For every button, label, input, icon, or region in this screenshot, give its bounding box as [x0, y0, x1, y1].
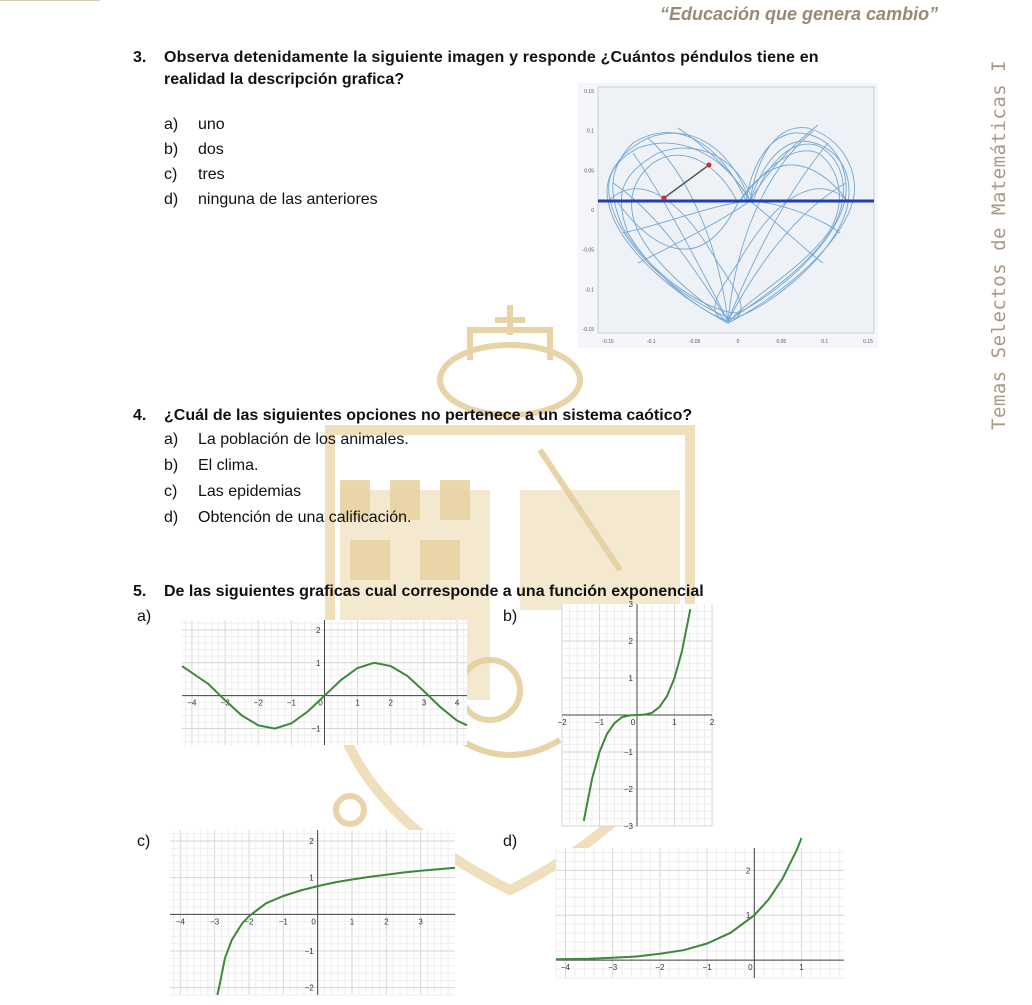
x-tick-label: 0.1	[821, 339, 829, 345]
option-text: tres	[198, 166, 225, 183]
x-tick-label: 3	[421, 698, 427, 708]
y-tick-label: 2	[309, 837, 314, 846]
x-tick-label: −2	[244, 917, 254, 927]
x-tick-label: −1	[286, 698, 296, 708]
y-tick-label: 3	[628, 600, 633, 609]
option-letter: a)	[164, 431, 179, 448]
q3-option-a[interactable]	[164, 115, 225, 135]
x-tick-label: -0.05	[688, 339, 701, 345]
x-tick-label: 1	[799, 963, 804, 973]
q3-question-line2: realidad la descripción grafica?	[164, 71, 405, 88]
option-letter: d)	[164, 191, 179, 208]
q4-number: 4.	[133, 407, 147, 424]
side-title-text: Temas Selectos de Matemáticas I	[988, 59, 1010, 430]
y-tick-label: 0.05	[584, 168, 594, 175]
y-tick-label: 0.15	[584, 89, 594, 95]
y-tick-label: 0	[591, 208, 594, 214]
x-tick-label: −3	[220, 698, 230, 708]
q4-option-a[interactable]	[164, 430, 409, 450]
option-letter: d)	[164, 509, 179, 526]
pendulum-bob	[707, 163, 712, 168]
option-letter: b)	[164, 457, 179, 474]
option-text: La población de los animales.	[198, 431, 409, 448]
graph-a-label[interactable]: a)	[137, 608, 152, 625]
option-letter: c)	[164, 483, 178, 500]
q4-question: ¿Cuál de las siguientes opciones no pertenece a un sistema caótico?	[164, 407, 693, 424]
x-tick-label: −2	[253, 698, 263, 708]
y-tick-label: 1	[628, 674, 633, 683]
q3-option-b[interactable]	[164, 140, 224, 160]
header-rule	[0, 0, 100, 1]
x-tick-label: 1	[349, 917, 355, 927]
graph-d-label[interactable]: d)	[503, 833, 518, 850]
y-tick-label: -0.05	[582, 247, 594, 254]
x-tick-label: 0	[748, 963, 753, 973]
grid	[170, 830, 455, 995]
q3-option-d[interactable]	[164, 190, 378, 210]
option-text: ninguna de las anteriores	[198, 191, 378, 208]
q3-option-c[interactable]	[164, 165, 225, 185]
graph-c-label[interactable]: c)	[137, 833, 151, 850]
x-tick-label: 0.05	[776, 339, 787, 345]
option-letter: b)	[164, 141, 179, 158]
y-tick-label: −3	[623, 822, 633, 831]
graph-b-label[interactable]: b)	[503, 608, 518, 625]
q4-option-c[interactable]	[164, 482, 301, 502]
option-text: Obtención de una calificación.	[198, 509, 412, 526]
x-tick-label: 2	[384, 917, 389, 927]
x-tick-label: −3	[608, 963, 618, 973]
y-tick-label: −2	[304, 983, 314, 993]
x-tick-label: 2	[388, 698, 394, 708]
y-tick-label: 1	[309, 873, 314, 883]
graph-d[interactable]	[556, 848, 844, 978]
x-tick-label: −2	[557, 718, 567, 727]
x-tick-label: −3	[210, 917, 220, 927]
option-text: dos	[198, 141, 224, 158]
x-tick-label: 0	[630, 718, 636, 727]
y-tick-label: 2	[628, 637, 633, 646]
q4-option-b[interactable]	[164, 456, 258, 476]
option-text: Las epidemias	[198, 483, 302, 500]
header-motto: “Educación que genera cambio”	[660, 4, 939, 24]
x-tick-label: 1	[672, 718, 677, 727]
option-text: uno	[198, 116, 225, 133]
x-tick-label: 3	[418, 917, 423, 927]
q4-option-d[interactable]	[164, 508, 411, 528]
option-text: El clima.	[198, 457, 259, 474]
x-tick-label: −4	[560, 963, 571, 973]
x-tick-label: −2	[655, 963, 665, 973]
y-tick-label: −1	[623, 748, 633, 757]
y-tick-label: 2	[316, 625, 321, 635]
double-pendulum-figure	[578, 83, 878, 348]
x-tick-label: 0	[318, 698, 323, 708]
x-tick-label: −4	[175, 917, 185, 927]
x-tick-label: 0	[311, 917, 316, 927]
graph-b[interactable]	[557, 600, 715, 831]
y-tick-label: 1	[745, 911, 751, 921]
graph-a[interactable]	[182, 620, 467, 745]
q5-number: 5.	[133, 583, 147, 600]
x-tick-label: −1	[594, 718, 605, 727]
x-tick-label: −4	[187, 698, 197, 708]
pendulum-pivot	[662, 196, 667, 201]
x-tick-label: 0	[736, 339, 740, 345]
y-tick-label: 1	[316, 658, 321, 668]
x-tick-label: -0.1	[647, 339, 656, 345]
function-curve	[217, 868, 455, 995]
side-title	[974, 60, 1024, 430]
y-tick-label: −1	[304, 947, 314, 956]
option-letter: c)	[164, 166, 178, 183]
option-letter: a)	[164, 116, 179, 133]
graph-c[interactable]	[170, 830, 455, 995]
q3-number: 3.	[133, 49, 147, 66]
x-tick-label: −1	[278, 917, 288, 927]
x-tick-label: -0.15	[602, 339, 614, 345]
y-tick-label: -0.15	[582, 327, 594, 333]
x-tick-label: 4	[454, 698, 460, 708]
x-tick-label: −1	[702, 963, 712, 973]
y-tick-label: -0.1	[585, 287, 594, 294]
y-tick-label: −2	[623, 785, 633, 794]
y-tick-label: 2	[745, 866, 751, 876]
x-tick-label: 0.15	[863, 339, 873, 345]
q5-question: De las siguientes graficas cual corresponde a una función exponencial	[164, 583, 704, 600]
x-tick-label: 2	[709, 718, 715, 727]
q3-question-line1: Observa detenidamente la siguiente imagen y responde ¿Cuántos péndulos tiene en	[164, 49, 819, 66]
x-tick-label: 1	[355, 698, 360, 708]
y-tick-label: −1	[311, 724, 321, 734]
y-tick-label: 0.1	[587, 128, 594, 135]
